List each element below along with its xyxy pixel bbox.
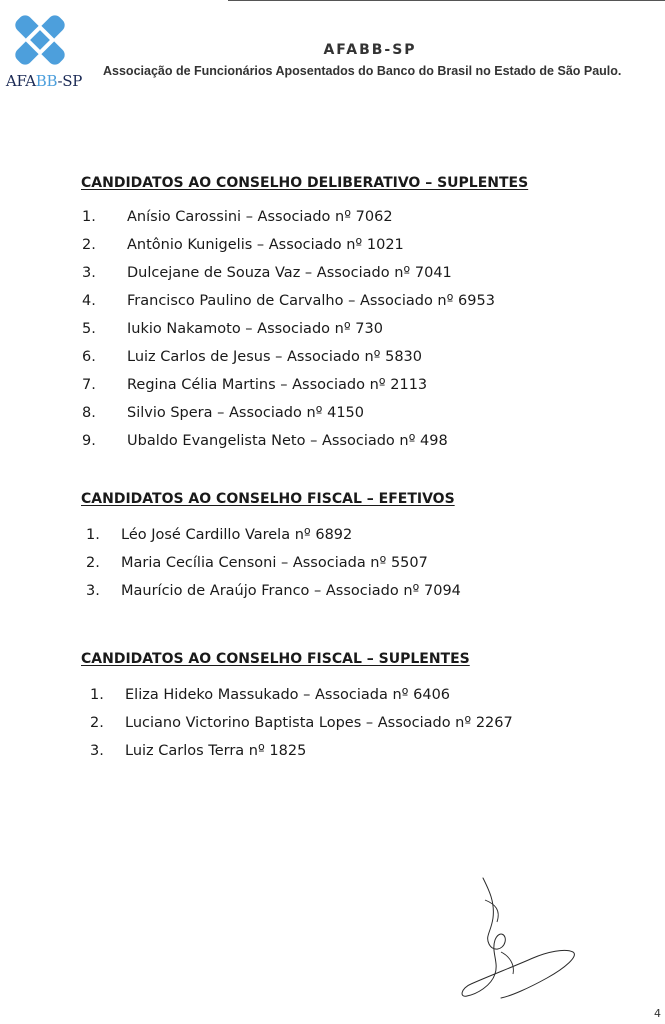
item-number: 7. (82, 377, 96, 393)
item-text: Luiz Carlos Terra nº 1825 (125, 743, 307, 759)
item-number: 2. (86, 555, 100, 571)
section-title: CANDIDATOS AO CONSELHO DELIBERATIVO – SUPLENTES (81, 175, 529, 191)
org-acronym: AFABB-SP (323, 42, 417, 58)
item-number: 1. (90, 687, 104, 703)
item-text: Léo José Cardillo Varela nº 6892 (121, 527, 353, 543)
item-number: 5. (82, 321, 96, 337)
item-number: 3. (90, 743, 104, 759)
item-text: Regina Célia Martins – Associado nº 2113 (127, 377, 428, 393)
item-text: Maria Cecília Censoni – Associada nº 5507 (121, 555, 428, 571)
item-text: Francisco Paulino de Carvalho – Associado nº 6953 (127, 293, 495, 309)
item-number: 1. (86, 527, 100, 543)
item-number: 2. (90, 715, 104, 731)
item-text: Iukio Nakamoto – Associado nº 730 (127, 321, 383, 337)
item-text: Luciano Victorino Baptista Lopes – Associado nº 2267 (125, 715, 513, 731)
signature-icon (455, 870, 585, 1010)
item-number: 1. (82, 209, 96, 225)
item-number: 6. (82, 349, 96, 365)
logo-wordmark: AFABB-SP (5, 72, 83, 90)
item-text: Silvio Spera – Associado nº 4150 (127, 405, 364, 421)
item-number: 9. (82, 433, 96, 449)
item-text: Antônio Kunigelis – Associado nº 1021 (127, 237, 404, 253)
item-text: Luiz Carlos de Jesus – Associado nº 5830 (127, 349, 422, 365)
section-title: CANDIDATOS AO CONSELHO FISCAL – SUPLENTES (81, 651, 470, 667)
item-text: Eliza Hideko Massukado – Associada nº 6406 (125, 687, 451, 703)
org-name: Associação de Funcionários Aposentados do Banco do Brasil no Estado de São Paulo. (103, 64, 622, 78)
header-rule (228, 0, 665, 1)
item-text: Dulcejane de Souza Vaz – Associado nº 7041 (127, 265, 452, 281)
page-number: 4 (654, 1007, 661, 1020)
item-number: 3. (86, 583, 100, 599)
item-number: 3. (82, 265, 96, 281)
item-text: Maurício de Araújo Franco – Associado nº 7094 (121, 583, 461, 599)
item-number: 4. (82, 293, 96, 309)
item-text: Ubaldo Evangelista Neto – Associado nº 498 (127, 433, 448, 449)
item-text: Anísio Carossini – Associado nº 7062 (127, 209, 393, 225)
logo-cross-icon (2, 6, 84, 72)
item-number: 8. (82, 405, 96, 421)
afabb-logo (2, 6, 84, 98)
item-number: 2. (82, 237, 96, 253)
section-title: CANDIDATOS AO CONSELHO FISCAL – EFETIVOS (81, 491, 455, 507)
